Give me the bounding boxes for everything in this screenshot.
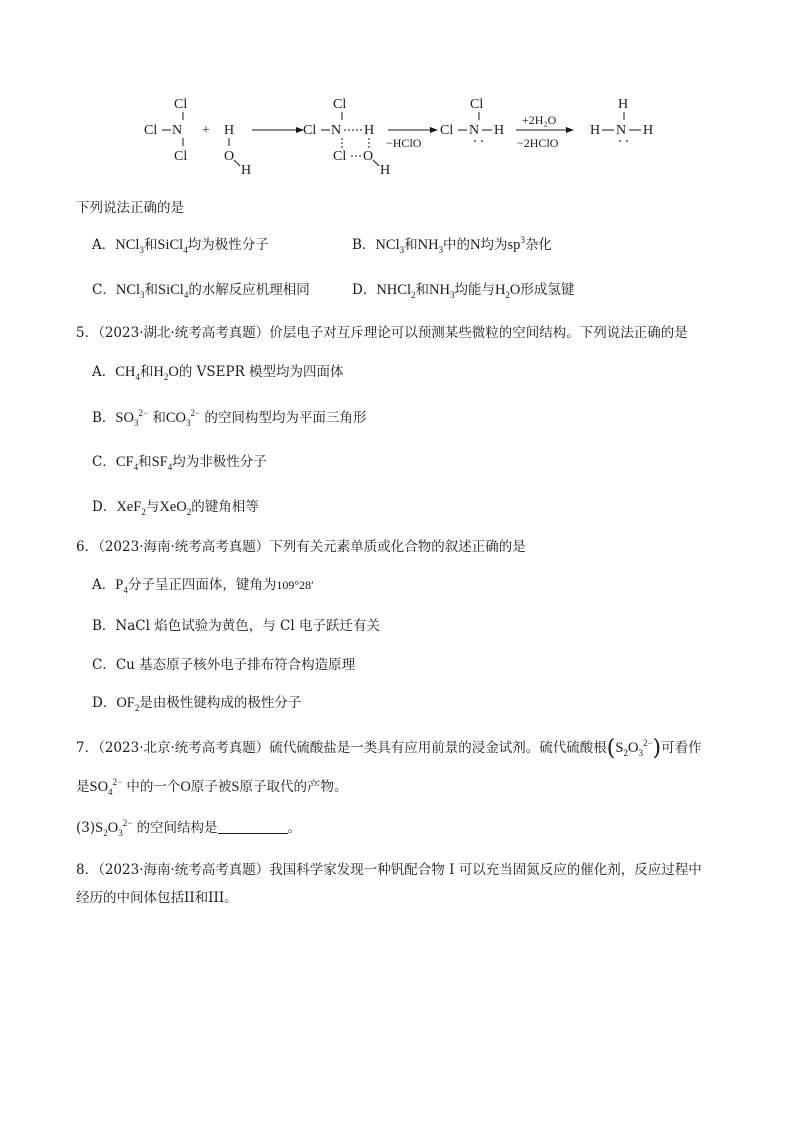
atom-h-2: H bbox=[494, 123, 505, 138]
atom-n-1: N bbox=[172, 123, 183, 138]
atom-h-water-bottom: H bbox=[241, 163, 252, 178]
hydrolysis-mechanism-scheme bbox=[130, 92, 680, 182]
answer-blank[interactable] bbox=[218, 820, 288, 834]
atom-cl-left-2: Cl bbox=[440, 123, 454, 138]
atom-h-top-3: H bbox=[618, 97, 629, 112]
q4-option-d[interactable]: D．NHCl$_2$和$NH_3$均能与$H_2O$形成氢键 bbox=[352, 282, 575, 300]
q5-stem: 5．（2023·湖北·统考高考真题）价层电子对互斥理论可以预测某些微粒的空间结构。下列说法正确的是 bbox=[76, 325, 688, 341]
atom-cl-left-ts: Cl bbox=[303, 123, 317, 138]
atom-cl-bottom-ts: Cl bbox=[333, 149, 347, 164]
q6-option-c[interactable]: C．Cu 基态原子核外电子排布符合构造原理 bbox=[92, 657, 356, 673]
q8-stem-line2: 经历的中间体包括II和III。 bbox=[76, 890, 238, 906]
q5-option-c[interactable]: C．$CF_4$和$SF_4$均为非极性分子 bbox=[92, 454, 267, 472]
atom-h-right-3: H bbox=[643, 123, 654, 138]
atom-n-3: N bbox=[616, 123, 627, 138]
q5-option-b[interactable]: B．$SO_3^{2-}$ 和$CO_3^{2-}$ 的空间构型均为平面三角形 bbox=[92, 408, 367, 428]
atom-n-ts: N bbox=[331, 123, 342, 138]
arrow3-top-label: +2H₂O bbox=[522, 113, 557, 127]
q6-option-b[interactable]: B．NaCl 焰色试验为黄色，与 Cl 电子跃迁有关 bbox=[92, 618, 380, 634]
q5-option-d[interactable]: D．XeF$_2$与XeO$_2$的键角相等 bbox=[92, 499, 259, 517]
q7-stem-line1: 7．（2023·北京·统考高考真题）硫代硫酸盐是一类具有应用前景的浸金试剂。硫代硫酸根$(S_2O_3^{2-})$可看作 bbox=[76, 736, 702, 761]
atom-h-water-top: H bbox=[224, 123, 235, 138]
atom-h-left-3: H bbox=[590, 123, 601, 138]
atom-cl-top-2: Cl bbox=[470, 97, 484, 112]
atom-o-water: O bbox=[224, 149, 235, 164]
atom-o-ts: O bbox=[363, 149, 374, 164]
q7-subquestion-3: $(3)S_2O_3^{2-}$ 的空间结构是 。 bbox=[76, 818, 302, 838]
q4-option-a[interactable]: A．NCl$_3$和SiCl$_4$均为极性分子 bbox=[92, 237, 269, 255]
atom-cl-top-ts: Cl bbox=[333, 97, 347, 112]
arrow3-bottom-label: −2HClO bbox=[517, 136, 559, 150]
atom-cl-bottom-1: Cl bbox=[174, 149, 188, 164]
q4-option-b[interactable]: B．NCl$_3$和$NH_3$中的N均为$sp^3$杂化 bbox=[352, 235, 552, 255]
q4-prompt: 下列说法正确的是 bbox=[76, 200, 184, 216]
atom-cl-top-1: Cl bbox=[174, 97, 188, 112]
q6-option-d[interactable]: D．$OF_2$是由极性键构成的极性分子 bbox=[92, 695, 302, 713]
q8-stem-line1: 8．（2023·海南·统考高考真题）我国科学家发现一种钒配合物 I 可以充当固氮反应的催化剂，反应过程中 bbox=[76, 862, 702, 878]
atom-h-ts: H bbox=[364, 123, 375, 138]
arrow2-label: −HClO bbox=[386, 136, 422, 150]
atom-n-2: N bbox=[469, 123, 480, 138]
atom-cl-left-1: Cl bbox=[144, 123, 158, 138]
q5-option-a[interactable]: A．$CH_4$和$H_2O$的 VSEPR 模型均为四面体 bbox=[92, 364, 344, 382]
plus-sign: + bbox=[202, 123, 210, 138]
q6-stem: 6．（2023·海南·统考高考真题）下列有关元素单质或化合物的叙述正确的是 bbox=[76, 539, 526, 555]
q4-option-c[interactable]: C．NCl$_3$和SiCl$_4$的水解反应机理相同 bbox=[92, 282, 310, 300]
atom-h-ts-bottom: H bbox=[380, 163, 391, 178]
q6-option-a[interactable]: A．$P_4$分子呈正四面体，键角为109°28′ bbox=[92, 577, 314, 595]
q7-stem-line2: 是$SO_4^{2-}$ 中的一个O原子被S原子取代的产物。 bbox=[76, 777, 348, 797]
